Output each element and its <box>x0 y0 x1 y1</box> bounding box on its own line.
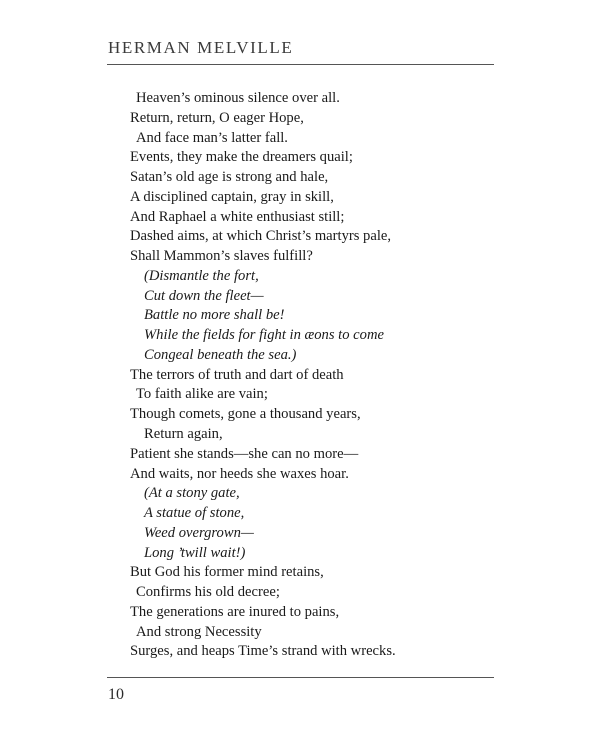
poem-line: And Raphael a white enthusiast still; <box>130 208 345 225</box>
poem-line: While the fields for fight in æons to come <box>144 327 384 344</box>
poem-line: Return, return, O eager Hope, <box>130 109 304 126</box>
poem-line: And face man’s latter fall. <box>136 129 288 146</box>
poem-line: Long ’twill wait!) <box>144 544 246 561</box>
poem-line: Patient she stands—she can no more— <box>130 445 359 462</box>
footer-rule <box>107 677 494 678</box>
poem-line: A disciplined captain, gray in skill, <box>130 188 334 205</box>
poem-line: Surges, and heaps Time’s strand with wrecks. <box>130 643 396 660</box>
running-title: HERMAN MELVILLE <box>108 38 294 57</box>
poem-line: Satan’s old age is strong and hale, <box>130 169 329 186</box>
header-rule <box>107 64 494 65</box>
poem-line: A statue of stone, <box>144 505 245 522</box>
poem-line: Though comets, gone a thousand years, <box>130 406 361 423</box>
poem-line: (Dismantle the fort, <box>144 267 259 284</box>
poem-line: Congeal beneath the sea.) <box>144 346 297 363</box>
poem-line: Cut down the fleet— <box>144 287 264 304</box>
poem-line: And waits, nor heeds she waxes hoar. <box>130 465 349 482</box>
poem-line: Shall Mammon’s slaves fulfill? <box>130 248 313 265</box>
poem-line: Heaven’s ominous silence over all. <box>136 90 340 106</box>
poem-line: To faith alike are vain; <box>136 386 268 403</box>
poem-line: (At a stony gate, <box>144 485 240 502</box>
poem-line: Dashed aims, at which Christ’s martyrs pale, <box>130 228 392 245</box>
poem-line: Confirms his old decree; <box>136 584 280 601</box>
poem-line: Return again, <box>144 426 223 443</box>
poem-line: Battle no more shall be! <box>144 307 285 324</box>
poem-line: Events, they make the dreamers quail; <box>130 149 353 166</box>
poem-line: The terrors of truth and dart of death <box>130 366 344 383</box>
poem-line: But God his former mind retains, <box>130 564 324 581</box>
poem-body <box>130 89 490 662</box>
poem-line: The generations are inured to pains, <box>130 603 340 620</box>
poem-line: And strong Necessity <box>136 623 262 640</box>
poem-line: Weed overgrown— <box>144 524 254 541</box>
page-number: 10 <box>108 686 124 703</box>
